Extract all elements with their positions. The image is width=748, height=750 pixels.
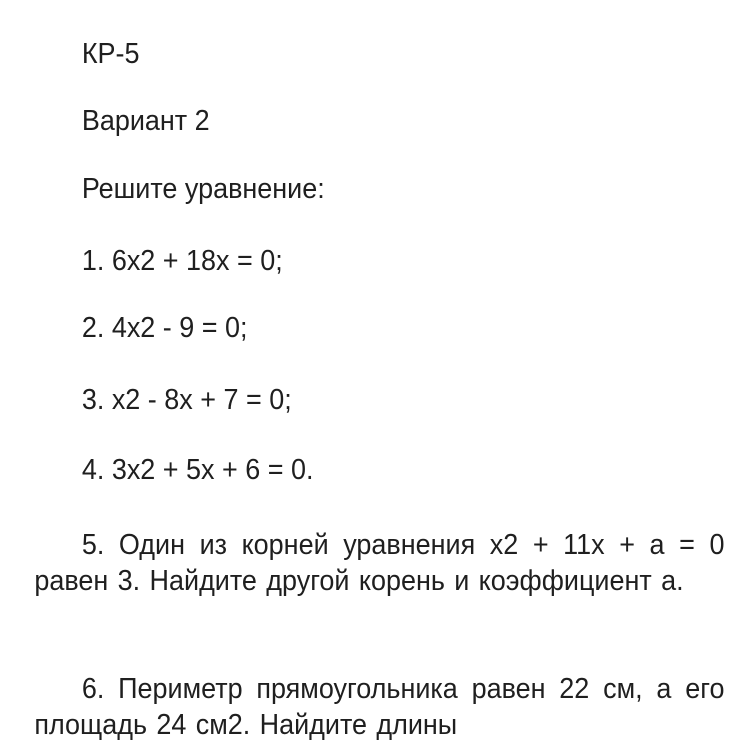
- equation-item: 4. 3х2 + 5х + 6 = 0.: [81, 454, 314, 486]
- document-code: КР-5: [81, 38, 140, 70]
- word-problem-text: 5. Один из корней уравнения х2 + 11х + а = 0 равен 3. Найдите другой корень и коэффициент а.: [34, 529, 725, 597]
- word-problem: [34, 671, 724, 743]
- word-problem: [34, 527, 724, 599]
- equation-item: 1. 6х2 + 18х = 0;: [81, 245, 283, 277]
- word-problem-text: 6. Периметр прямоугольника равен 22 см, а его площадь 24 см2. Найдите длины: [34, 673, 725, 741]
- equation-item: 3. х2 - 8х + 7 = 0;: [81, 384, 292, 416]
- variant-title: Вариант 2: [81, 105, 210, 137]
- equation-item: 2. 4х2 - 9 = 0;: [81, 312, 248, 344]
- instruction-text: Решите уравнение:: [81, 173, 325, 205]
